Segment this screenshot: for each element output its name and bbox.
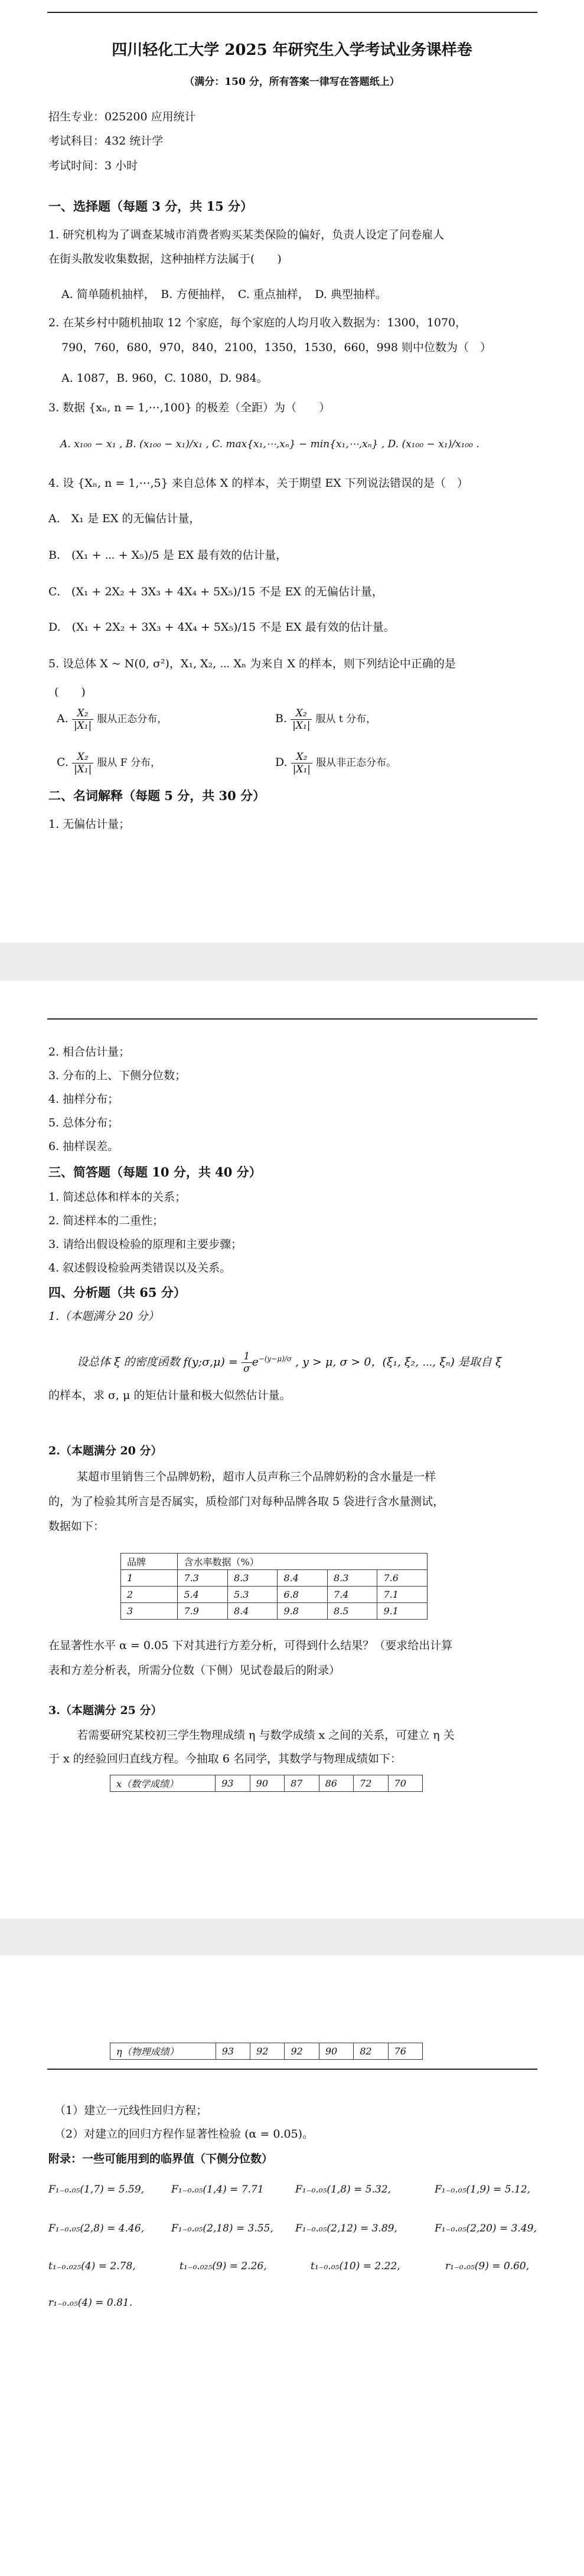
q5-b-label: B. — [275, 712, 288, 725]
exam-page-3 — [0, 1955, 584, 2576]
table-cell: 5.4 — [178, 1587, 228, 1603]
q5-option-d — [275, 749, 396, 776]
analysis-1-heading: 1.（本题满分 20 分） — [48, 1310, 159, 1323]
task-1: （1）建立一元线性回归方程； — [54, 2104, 208, 2117]
q5-c-text: 服从 F 分布， — [97, 757, 161, 769]
crit-value: F₁₋₀.₀₅(1,9) = 5.12, — [435, 2184, 531, 2195]
q5-a-fraction — [72, 707, 93, 732]
q5-line-1: 5. 设总体 X ~ N(0, σ²)，X₁, X₂, ⋯ Xₙ 为来自 X 的样本，则下列结论中正确的是 — [48, 657, 456, 670]
q4-option-d: D. (X₁ + 2X₂ + 3X₃ + 4X₄ + 5X₅)/15 不是 EX 最有效的估计量。 — [48, 621, 395, 634]
table-cell: 9.1 — [377, 1603, 428, 1620]
q5-line-2: ( ) — [54, 686, 86, 699]
table-cell: x（数学成绩） — [110, 1775, 216, 1792]
a1-exp-base: e — [252, 1355, 259, 1369]
a1-density-prefix: 设总体 ξ 的密度函数 f(y;σ,μ) = — [77, 1355, 238, 1369]
table-cell: 90 — [250, 1775, 284, 1792]
table-row — [110, 1775, 423, 1792]
short-q1: 1. 简述总体和样本的关系； — [48, 1191, 187, 1204]
table-row — [121, 1587, 428, 1603]
table-cell: 8.4 — [227, 1603, 278, 1620]
crit-value: F₁₋₀.₀₅(1,7) = 5.59, — [48, 2184, 145, 2195]
a1-frac-num: 1 — [242, 1351, 252, 1363]
short-q3: 3. 请给出假设检验的原理和主要步骤； — [48, 1238, 243, 1251]
q5-b-text: 服从 t 分布， — [315, 713, 377, 725]
q3-options: A. x₁₀₀ − x₁ , B. (x₁₀₀ − x₁)/x₁ , C. max{x₁,⋯,xₙ} − min{x₁,⋯,xₙ} , D. (x₁₀₀ − x₁)/x₁₀₀ . — [60, 438, 479, 450]
analysis-3-line-1: 若需要研究某校初三学生物理成绩 η 与数学成绩 x 之间的关系，可建立 η 关 — [77, 1729, 455, 1742]
term-1: 1. 无偏估计量； — [48, 818, 130, 831]
table-cell: 92 — [250, 2043, 285, 2060]
page-gap-1 — [0, 943, 584, 981]
page-gap-2 — [0, 1919, 584, 1955]
table-cell: 8.4 — [278, 1570, 328, 1587]
exam-page-1 — [0, 0, 584, 943]
analysis-3-line-2: 于 x 的经验回归直线方程。今抽取 6 名同学，其数学与物理成绩如下： — [48, 1752, 402, 1765]
q2-options: A. 1087，B. 960，C. 1080，D. 984。 — [61, 372, 268, 385]
exam-page-2 — [0, 981, 584, 1919]
q1-options: A. 简单随机抽样， B. 方便抽样， C. 重点抽样， D. 典型抽样。 — [61, 288, 387, 301]
crit-value: F₁₋₀.₀₅(1,8) = 5.32, — [295, 2184, 391, 2195]
term-5: 5. 总体分布； — [48, 1116, 119, 1129]
math-score-table — [110, 1775, 423, 1792]
table-header-row — [121, 1554, 428, 1570]
table-cell: 9.8 — [278, 1603, 328, 1620]
q4-option-b: B. (X₁ + ⋯ + X₅)/5 是 EX 最有效的估计量， — [48, 549, 288, 562]
q5-d-num: X₂ — [291, 751, 312, 763]
crit-value: F₁₋₀.₀₅(2,20) = 3.49, — [435, 2223, 537, 2234]
page-title: 四川轻化工大学 2025 年研究生入学考试业务课样卷 — [112, 41, 472, 59]
a1-frac-den: σ — [243, 1362, 250, 1375]
q5-option-c — [57, 749, 161, 776]
q5-c-num: X₂ — [72, 751, 93, 763]
info-major: 招生专业：025200 应用统计 — [48, 110, 196, 123]
table-cell: 8.3 — [227, 1570, 278, 1587]
q5-c-fraction — [72, 751, 93, 775]
top-rule — [47, 2069, 537, 2070]
table-cell: 7.1 — [377, 1587, 428, 1603]
crit-value: t₁₋₀.₀₅(10) = 2.22, — [311, 2260, 400, 2272]
crit-value: t₁₋₀.₀₂₅(4) = 2.78, — [48, 2260, 136, 2272]
q5-a-den: |X₁| — [73, 719, 92, 732]
q2-line-1: 2. 在某乡村中随机抽取 12 个家庭，每个家庭的人均月收入数据为：1300，1070， — [48, 316, 467, 329]
a1-fraction — [242, 1351, 252, 1375]
q5-d-fraction — [291, 751, 312, 775]
table-cell: 70 — [388, 1775, 422, 1792]
info-time: 考试时间：3 小时 — [48, 159, 138, 172]
table-row — [121, 1570, 428, 1587]
q5-b-den: |X₁| — [292, 719, 311, 732]
q3-line-1: 3. 数据 {xₙ, n = 1,⋯,100} 的极差（全距）为（ ） — [48, 401, 331, 414]
section-4-heading: 四、分析题（共 65 分） — [48, 1285, 186, 1300]
q5-option-a — [57, 706, 167, 732]
term-4: 4. 抽样分布； — [48, 1093, 119, 1106]
q5-d-label: D. — [275, 756, 288, 769]
crit-value: F₁₋₀.₀₅(2,18) = 3.55, — [171, 2223, 273, 2234]
table-cell: 82 — [354, 2043, 388, 2060]
table-cell: 8.3 — [327, 1570, 377, 1587]
info-subject: 考试科目：432 统计学 — [48, 135, 164, 148]
term-3: 3. 分布的上、下侧分位数； — [48, 1069, 187, 1082]
q5-option-b — [275, 706, 376, 732]
q5-a-text: 服从正态分布， — [97, 713, 168, 725]
q5-c-label: C. — [57, 756, 68, 769]
table-cell: 76 — [388, 2043, 422, 2060]
appendix-heading: 附录：一些可能用到的临界值（下侧分位数） — [48, 2152, 273, 2165]
q4-option-a: A. X₁ 是 EX 的无偏估计量， — [48, 512, 201, 525]
table-cell: 92 — [285, 2043, 319, 2060]
q5-a-label: A. — [57, 712, 68, 725]
table-cell: 7.4 — [327, 1587, 377, 1603]
table-cell: 1 — [121, 1570, 178, 1587]
term-6: 6. 抽样误差。 — [48, 1140, 119, 1153]
table-cell: η（物理成绩） — [110, 2043, 216, 2060]
page-subtitle: （满分：150 分，所有答案一律写在答题纸上） — [184, 76, 400, 88]
q5-a-num: X₂ — [72, 707, 93, 720]
analysis-2-line-1: 某超市里销售三个品牌奶粉，超市人员声称三个品牌奶粉的含水量是一样 — [77, 1470, 436, 1483]
q2-line-2: 790，760，680，970，840，2100，1350，1530，660，998 则中位数为（ ） — [61, 341, 491, 354]
short-q4: 4. 叙述假设检验两类错误以及关系。 — [48, 1261, 231, 1274]
table-cell: 5.3 — [227, 1587, 278, 1603]
analysis-2-line-3: 数据如下： — [48, 1520, 105, 1533]
table-cell: 93 — [216, 1775, 250, 1792]
q5-d-text: 服从非正态分布。 — [316, 757, 397, 769]
table-cell: 90 — [319, 2043, 353, 2060]
term-2: 2. 相合估计量； — [48, 1046, 130, 1058]
analysis-2-line-5: 表和方差分析表，所需分位数（下侧）见试卷最后的附录） — [48, 1664, 341, 1677]
table-cell: 3 — [121, 1603, 178, 1620]
table-row — [110, 2043, 423, 2060]
crit-value: F₁₋₀.₀₅(1,4) = 7.71 — [171, 2184, 264, 2195]
crit-value: F₁₋₀.₀₅(2,12) = 3.89, — [295, 2223, 397, 2234]
q5-b-num: X₂ — [291, 707, 312, 720]
q5-b-fraction — [291, 707, 312, 732]
analysis-3-heading: 3.（本题满分 25 分） — [48, 1704, 162, 1717]
q1-line-2: 在街头散发收集数据，这种抽样方法属于( ) — [48, 253, 282, 266]
table-cell: 6.8 — [278, 1587, 328, 1603]
table-cell: 93 — [216, 2043, 250, 2060]
table-cell: 7.9 — [178, 1603, 228, 1620]
table-cell: 86 — [319, 1775, 353, 1792]
table-cell: 87 — [285, 1775, 319, 1792]
analysis-2-line-4: 在显著性水平 α = 0.05 下对其进行方差分析，可得到什么结果？（要求给出计算 — [48, 1639, 453, 1652]
crit-value: r₁₋₀.₀₅(4) = 0.81. — [48, 2297, 133, 2309]
task-2: （2）对建立的回归方程作显著性检验 (α = 0.05)。 — [54, 2128, 314, 2141]
top-rule — [47, 12, 537, 13]
short-q2: 2. 简述样本的二重性； — [48, 1214, 164, 1227]
header-moisture: 含水率数据（%） — [178, 1554, 428, 1570]
a1-exp-sup: −(y−μ)/σ — [258, 1355, 292, 1363]
q4-option-c: C. (X₁ + 2X₂ + 3X₃ + 4X₄ + 5X₅)/15 不是 EX 的无偏估计量， — [48, 585, 383, 598]
analysis-1-line-2: 的样本，求 σ, μ 的矩估计量和极大似然估计量。 — [48, 1389, 291, 1402]
table-cell: 7.6 — [377, 1570, 428, 1587]
table-cell: 2 — [121, 1587, 178, 1603]
q1-line-1: 1. 研究机构为了调查某城市消费者购买某类保险的偏好，负责人设定了问卷雇人 — [48, 228, 445, 241]
crit-value: F₁₋₀.₀₅(2,8) = 4.46, — [48, 2223, 145, 2234]
q5-d-den: |X₁| — [292, 763, 311, 775]
analysis-2-line-2: 的，为了检验其所言是否属实，质检部门对每种品牌各取 5 袋进行含水量测试， — [48, 1495, 445, 1508]
crit-value: t₁₋₀.₀₂₅(9) = 2.26, — [180, 2260, 267, 2272]
table-cell: 72 — [354, 1775, 388, 1792]
physics-score-table — [110, 2043, 423, 2060]
a1-density-suffix: , y > μ, σ > 0，(ξ₁, ξ₂, ⋯, ξₙ) 是取自 ξ — [295, 1355, 502, 1369]
table-cell: 7.3 — [178, 1570, 228, 1587]
analysis-1-line-1 — [77, 1343, 502, 1378]
section-3-heading: 三、简答题（每题 10 分，共 40 分） — [48, 1165, 262, 1179]
table-cell: 8.5 — [327, 1603, 377, 1620]
section-1-heading: 一、选择题（每题 3 分，共 15 分） — [48, 199, 253, 214]
q4-line-1: 4. 设 {Xₙ, n = 1,⋯,5} 来自总体 X 的样本，关于期望 EX 下列说法错误的是（ ） — [48, 477, 468, 490]
crit-value: r₁₋₀.₀₅(9) = 0.60, — [445, 2260, 530, 2272]
top-rule — [47, 1018, 537, 1020]
table-row — [121, 1603, 428, 1620]
q5-c-den: |X₁| — [73, 763, 92, 775]
section-2-heading: 二、名词解释（每题 5 分，共 30 分） — [48, 788, 266, 803]
moisture-table — [120, 1553, 428, 1620]
analysis-2-heading: 2.（本题满分 20 分） — [48, 1444, 162, 1457]
header-brand: 品牌 — [121, 1554, 178, 1570]
